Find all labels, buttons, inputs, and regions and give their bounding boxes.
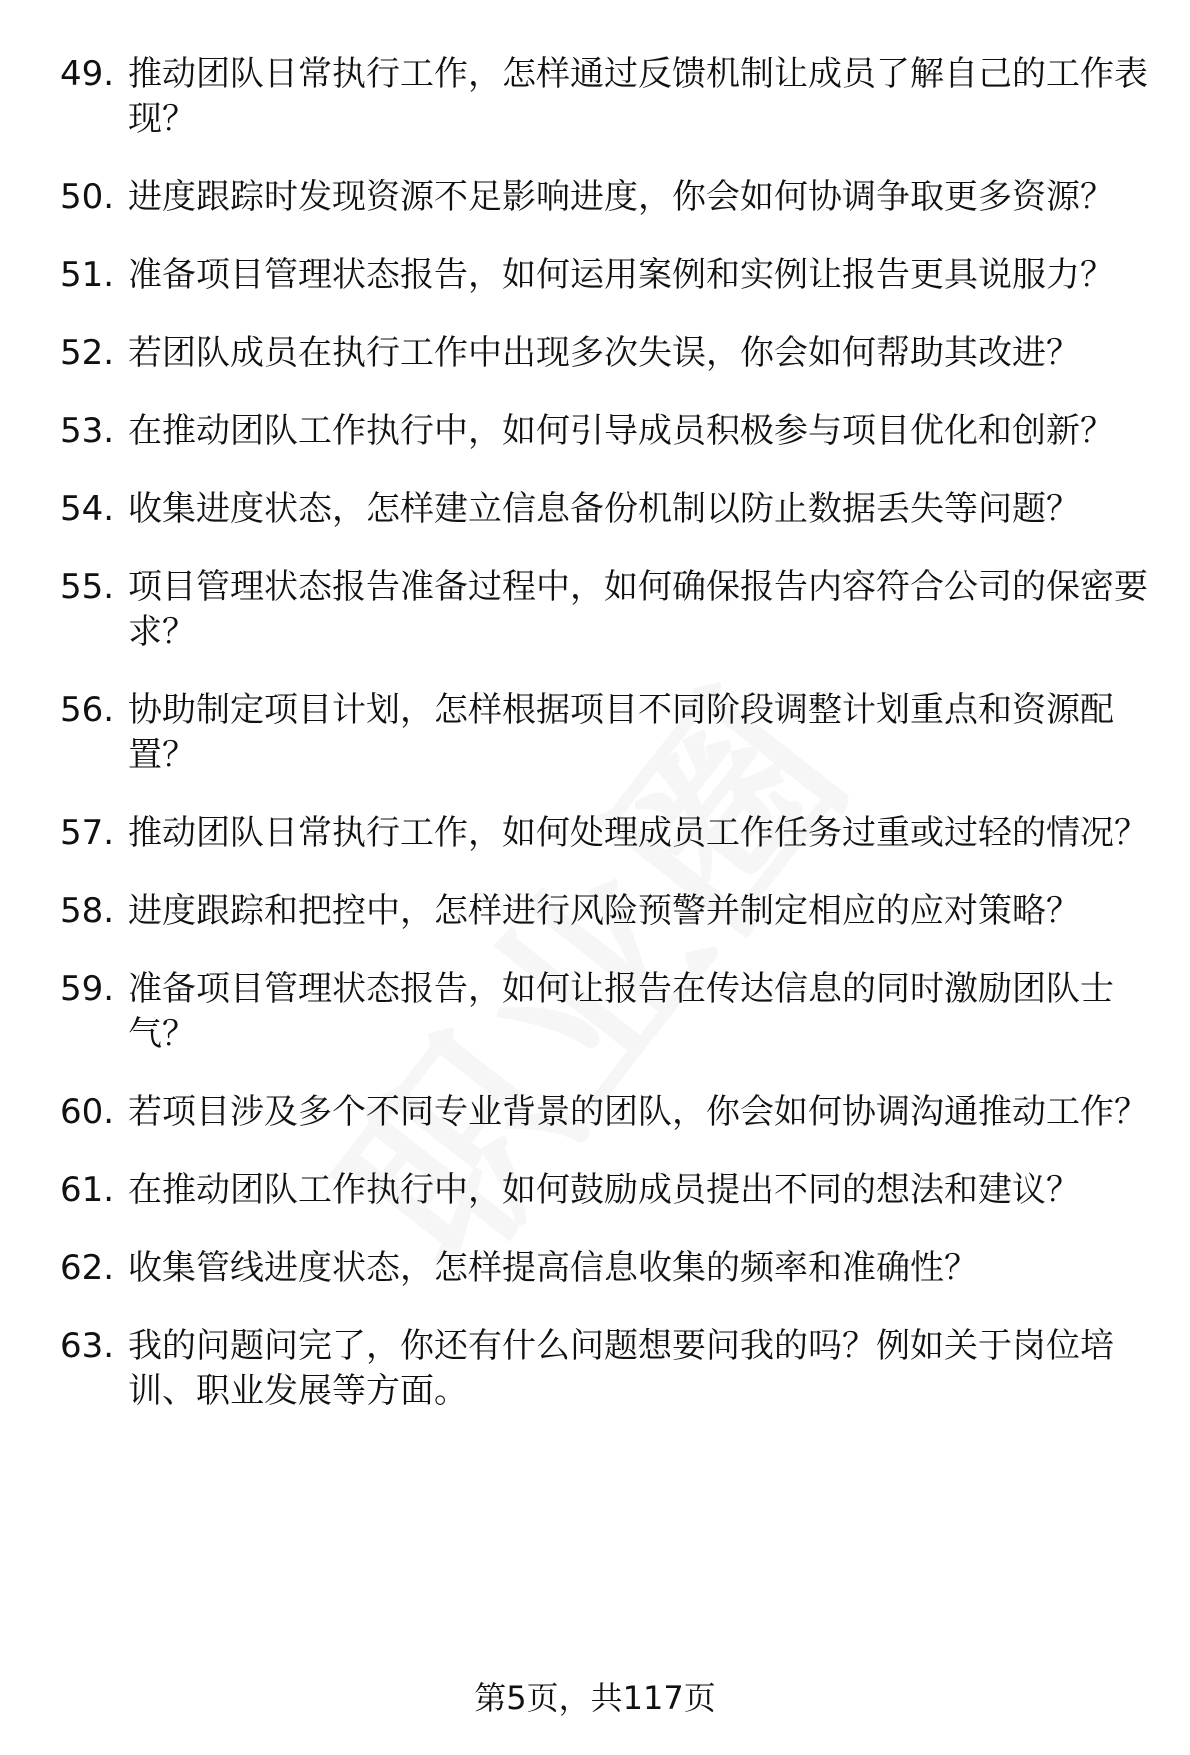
list-item [60,688,1150,778]
list-item [60,1324,1150,1414]
question-number: 58. [60,891,115,931]
question-number: 63. [60,1326,115,1366]
list-item [60,409,1150,454]
question-text: 进度跟踪和把控中，怎样进行风险预警并制定相应的应对策略？ [128,891,1080,931]
question-text: 推动团队日常执行工作，如何处理成员工作任务过重或过轻的情况？ [128,813,1148,853]
list-item [60,253,1150,298]
list-item [60,487,1150,532]
list-item [60,1168,1150,1213]
question-text: 在推动团队工作执行中，如何引导成员积极参与项目优化和创新？ [128,411,1114,451]
list-item [60,889,1150,934]
list-item [60,52,1150,142]
question-text: 我的问题问完了，你还有什么问题想要问我的吗？例如关于岗位培训、职业发展等方面。 [128,1326,1114,1411]
question-text: 准备项目管理状态报告，如何运用案例和实例让报告更具说服力？ [128,255,1114,295]
question-text: 收集管线进度状态，怎样提高信息收集的频率和准确性？ [128,1248,978,1288]
question-number: 56. [60,690,115,730]
question-text: 协助制定项目计划，怎样根据项目不同阶段调整计划重点和资源配置？ [128,690,1114,775]
question-number: 54. [60,489,115,529]
list-item [60,175,1150,220]
list-item [60,811,1150,856]
question-number: 51. [60,255,115,295]
question-number: 61. [60,1170,115,1210]
question-number: 57. [60,813,115,853]
list-item [60,331,1150,376]
question-number: 60. [60,1092,115,1132]
question-text: 准备项目管理状态报告，如何让报告在传达信息的同时激励团队士气？ [128,969,1114,1054]
list-item [60,1090,1150,1135]
question-text: 项目管理状态报告准备过程中，如何确保报告内容符合公司的保密要求？ [128,567,1148,652]
question-number: 62. [60,1248,115,1288]
question-text: 若团队成员在执行工作中出现多次失误，你会如何帮助其改进？ [128,333,1080,373]
list-item [60,967,1150,1057]
list-item [60,565,1150,655]
question-text: 收集进度状态，怎样建立信息备份机制以防止数据丢失等问题？ [128,489,1080,529]
question-number: 55. [60,567,115,607]
question-number: 49. [60,54,115,94]
question-list [60,52,1150,1447]
page-footer: 第5页，共117页 [474,1679,716,1717]
question-text: 推动团队日常执行工作，怎样通过反馈机制让成员了解自己的工作表现？ [128,54,1148,139]
question-number: 52. [60,333,115,373]
question-number: 50. [60,177,115,217]
question-text: 在推动团队工作执行中，如何鼓励成员提出不同的想法和建议？ [128,1170,1080,1210]
question-number: 53. [60,411,115,451]
list-item [60,1246,1150,1291]
question-number: 59. [60,969,115,1009]
question-text: 进度跟踪时发现资源不足影响进度，你会如何协调争取更多资源？ [128,177,1114,217]
question-text: 若项目涉及多个不同专业背景的团队，你会如何协调沟通推动工作？ [128,1092,1148,1132]
